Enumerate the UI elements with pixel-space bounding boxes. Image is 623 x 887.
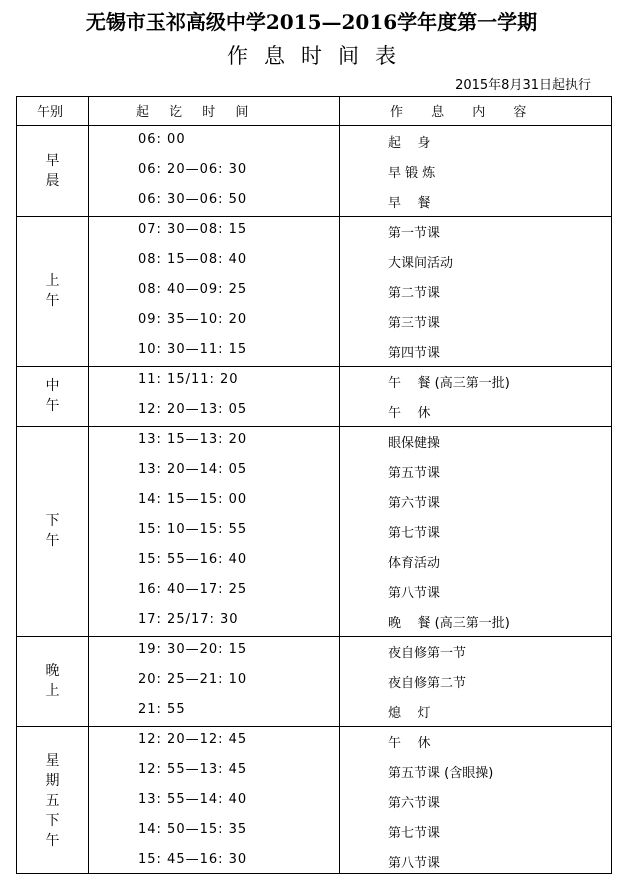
table-row <box>17 156 613 186</box>
time-range: 06: 00 <box>138 132 186 147</box>
time-range: 08: 40—09: 25 <box>138 282 248 297</box>
activity: 大课间活动 <box>388 256 454 271</box>
activity: 眼保健操 <box>388 436 441 451</box>
activity: 第七节课 <box>388 826 441 841</box>
activity: 第六节课 <box>388 796 441 811</box>
table-row <box>17 636 613 666</box>
activity: 夜自修第二节 <box>388 676 467 691</box>
time-range: 15: 10—15: 55 <box>138 522 248 537</box>
period-char: 下 <box>45 513 60 529</box>
time-range: 08: 15—08: 40 <box>138 252 248 267</box>
activity: 第八节课 <box>388 586 441 601</box>
time-range: 13: 15—13: 20 <box>138 432 248 447</box>
period-char: 午 <box>45 293 60 309</box>
activity: 体育活动 <box>388 556 441 571</box>
time-range: 07: 30—08: 15 <box>138 222 248 237</box>
table-row <box>17 336 613 366</box>
period-char: 晚 <box>45 663 60 679</box>
table-row <box>17 576 613 606</box>
activity: 夜自修第一节 <box>388 646 467 661</box>
time-range: 09: 35—10: 20 <box>138 312 248 327</box>
period-char: 上 <box>45 683 60 699</box>
table-row <box>17 516 613 546</box>
time-range: 19: 30—20: 15 <box>138 642 248 657</box>
activity: 晚 餐 (高三第一批) <box>388 616 510 631</box>
activity: 早 锻 炼 <box>388 166 436 181</box>
activity: 第八节课 <box>388 856 441 871</box>
table-row <box>17 606 613 636</box>
table-row <box>17 276 613 306</box>
time-range: 06: 20—06: 30 <box>138 162 248 177</box>
period-char: 早 <box>45 153 60 169</box>
activity: 第三节课 <box>388 316 441 331</box>
table-row <box>17 396 613 426</box>
period-char: 晨 <box>45 173 60 189</box>
time-range: 13: 20—14: 05 <box>138 462 248 477</box>
table-row <box>17 786 613 816</box>
table-row <box>17 756 613 786</box>
table-row <box>17 696 613 726</box>
activity: 第一节课 <box>388 226 441 241</box>
table-row <box>17 186 613 216</box>
header-time: 起 讫 时 间 <box>136 105 257 120</box>
period-char: 下 <box>45 813 60 829</box>
activity: 第五节课 <box>388 466 441 481</box>
time-range: 12: 20—12: 45 <box>138 732 248 747</box>
table-row <box>17 246 613 276</box>
activity: 起 身 <box>388 136 431 151</box>
activity: 第二节课 <box>388 286 441 301</box>
table-row <box>17 126 613 156</box>
table-row <box>17 456 613 486</box>
time-range: 21: 55 <box>138 702 186 717</box>
time-range: 14: 50—15: 35 <box>138 822 248 837</box>
time-range: 11: 15/11: 20 <box>138 372 239 387</box>
period-char: 午 <box>45 533 60 549</box>
table-row <box>17 726 613 756</box>
time-range: 12: 20—13: 05 <box>138 402 248 417</box>
table-row <box>17 306 613 336</box>
activity: 午 休 <box>388 406 431 421</box>
period-char: 上 <box>45 273 60 289</box>
activity: 早 餐 <box>388 196 431 211</box>
table-row <box>17 546 613 576</box>
time-range: 10: 30—11: 15 <box>138 342 248 357</box>
time-range: 17: 25/17: 30 <box>138 612 239 627</box>
effective-date: 2015年8月31日起执行 <box>455 78 591 93</box>
table-row <box>17 426 613 456</box>
period-char: 午 <box>45 398 60 414</box>
table-row <box>17 366 613 396</box>
time-range: 12: 55—13: 45 <box>138 762 248 777</box>
period-char: 星 <box>45 753 60 769</box>
document-title: 无锡市玉祁高级中学2015—2016学年度第一学期 <box>85 10 538 34</box>
activity: 熄 灯 <box>388 706 431 721</box>
time-range: 06: 30—06: 50 <box>138 192 248 207</box>
time-range: 15: 55—16: 40 <box>138 552 248 567</box>
activity: 第六节课 <box>388 496 441 511</box>
time-range: 15: 45—16: 30 <box>138 852 248 867</box>
document-subtitle: 作息时间表 <box>227 44 412 68</box>
time-range: 20: 25—21: 10 <box>138 672 248 687</box>
activity: 第七节课 <box>388 526 441 541</box>
period-char: 中 <box>45 378 60 394</box>
time-range: 16: 40—17: 25 <box>138 582 248 597</box>
table-row <box>17 846 613 876</box>
activity: 午 休 <box>388 736 431 751</box>
period-char: 午 <box>45 833 60 849</box>
time-range: 13: 55—14: 40 <box>138 792 248 807</box>
period-char: 期 <box>45 773 60 789</box>
header-activity: 作 息 内 容 <box>390 105 539 120</box>
header-period: 午别 <box>37 105 64 120</box>
table-row <box>17 486 613 516</box>
period-char: 五 <box>45 793 60 809</box>
schedule-table <box>16 96 612 874</box>
activity: 第四节课 <box>388 346 441 361</box>
activity: 午 餐 (高三第一批) <box>388 376 510 391</box>
activity: 第五节课 (含眼操) <box>388 766 494 781</box>
table-row <box>17 666 613 696</box>
table-row <box>17 816 613 846</box>
time-range: 14: 15—15: 00 <box>138 492 248 507</box>
table-row <box>17 216 613 246</box>
